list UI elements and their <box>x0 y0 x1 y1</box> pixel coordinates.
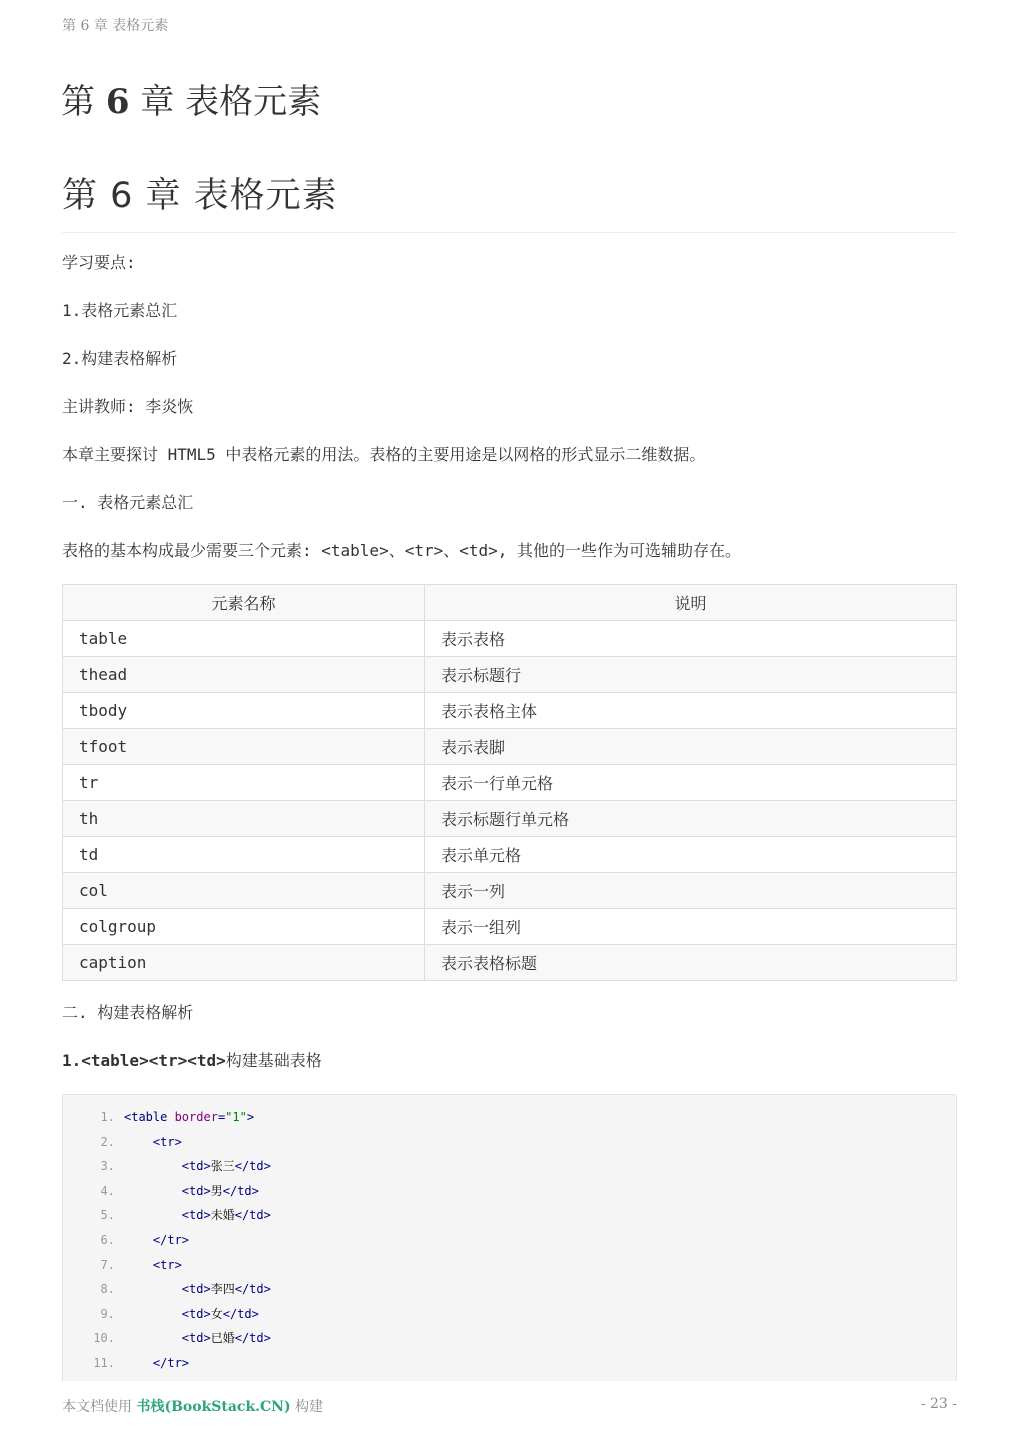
code-source <box>124 1135 182 1149</box>
footer-credit <box>62 1396 323 1416</box>
code-source <box>124 1331 271 1345</box>
part1-description: 表格的基本构成最少需要三个元素: <table>、<tr>、<td>, 其他的一些作为可选辅助存在。 <box>62 541 742 560</box>
table-row <box>63 909 957 945</box>
footer-brand-link[interactable]: 书栈(BookStack.CN) <box>136 1399 291 1415</box>
code-token-indent <box>124 1356 153 1370</box>
code-token-text: 女 <box>210 1306 223 1321</box>
line-number: 5. <box>100 1208 115 1223</box>
code-token-indent <box>124 1208 182 1222</box>
code-token-pre: </tr> <box>152 1356 190 1370</box>
code-token-text: 张三 <box>210 1159 235 1174</box>
table-row <box>63 657 957 693</box>
code-source <box>124 1282 271 1296</box>
table-row <box>63 873 957 909</box>
element-desc: 表示表脚 <box>425 729 957 765</box>
code-token-text: 未婚 <box>210 1208 235 1223</box>
code-source <box>124 1307 259 1321</box>
line-number: 1. <box>100 1110 115 1124</box>
chapter-title-number: 6 <box>105 82 130 122</box>
study-point-2: 2.构建表格解析 <box>62 349 178 368</box>
code-token-attr: border <box>174 1110 218 1124</box>
code-source <box>124 1159 271 1173</box>
element-name: table <box>63 621 425 657</box>
table-row <box>63 729 957 765</box>
code-source <box>124 1208 271 1222</box>
element-desc: 表示单元格 <box>425 837 957 873</box>
code-token-close: </td> <box>234 1159 271 1174</box>
study-points-label: 学习要点: <box>62 253 136 272</box>
code-line <box>63 1179 259 1203</box>
code-token-pre: <td> <box>181 1159 211 1174</box>
code-token-text: 男 <box>210 1183 223 1198</box>
table-header-name: 元素名称 <box>63 585 425 621</box>
code-token-close: </td> <box>234 1282 271 1297</box>
code-token-close: </td> <box>234 1208 271 1223</box>
code-source <box>124 1110 254 1124</box>
chapter-intro: 本章主要探讨 HTML5 中表格元素的用法。表格的主要用途是以网格的形式显示二维数据。 <box>62 445 706 464</box>
code-token-eq: = <box>217 1110 226 1124</box>
code-token-close: </td> <box>222 1183 259 1198</box>
table-row <box>63 693 957 729</box>
part2-title: 二. 构建表格解析 <box>62 1003 194 1022</box>
code-token-str: "1" <box>225 1110 247 1124</box>
element-name: caption <box>63 945 425 981</box>
code-token-pre: <td> <box>181 1183 211 1198</box>
subsection-1-text: 构建基础表格 <box>225 1051 322 1070</box>
code-line <box>63 1302 259 1326</box>
code-source <box>124 1356 189 1370</box>
elements-table <box>62 584 957 981</box>
code-token-pre: <td> <box>181 1208 211 1223</box>
code-line <box>63 1228 189 1252</box>
table-header-row <box>63 585 957 621</box>
element-name: tbody <box>63 693 425 729</box>
element-desc: 表示一行单元格 <box>425 765 957 801</box>
code-token-indent <box>124 1282 182 1296</box>
element-desc: 表示表格主体 <box>425 693 957 729</box>
code-token-indent <box>124 1258 153 1272</box>
code-token-pre: <td> <box>181 1282 211 1297</box>
element-desc: 表示表格 <box>425 621 957 657</box>
element-desc: 表示表格标题 <box>425 945 957 981</box>
line-number: 3. <box>100 1159 115 1174</box>
line-number: 9. <box>100 1306 115 1321</box>
element-desc: 表示一列 <box>425 873 957 909</box>
element-name: colgroup <box>63 909 425 945</box>
element-name: td <box>63 837 425 873</box>
table-row <box>63 837 957 873</box>
footer-suffix: 构建 <box>290 1399 324 1415</box>
element-name: thead <box>63 657 425 693</box>
code-token-close: </td> <box>234 1331 271 1346</box>
table-header-desc: 说明 <box>425 585 957 621</box>
table-row <box>63 945 957 981</box>
chapter-title <box>61 74 321 123</box>
code-source <box>124 1258 182 1272</box>
line-number: 2. <box>100 1134 115 1149</box>
code-line <box>63 1253 182 1277</box>
code-line <box>63 1105 254 1129</box>
line-number: 11. <box>93 1356 115 1370</box>
code-token-indent <box>124 1307 182 1321</box>
table-row <box>63 621 957 657</box>
line-number: 4. <box>100 1183 115 1198</box>
chapter-title-prefix: 第 <box>61 82 106 122</box>
section-heading: 第 6 章 表格元素 <box>62 168 956 233</box>
code-token-indent <box>124 1159 182 1173</box>
code-token-indent <box>124 1233 153 1247</box>
code-block <box>62 1094 957 1381</box>
code-token-pre: <table <box>124 1110 175 1124</box>
code-token-text: 已婚 <box>210 1331 235 1346</box>
code-token-post: > <box>246 1110 255 1124</box>
line-number: 7. <box>100 1257 115 1272</box>
code-line <box>63 1130 182 1154</box>
code-line <box>63 1154 271 1178</box>
part1-title: 一. 表格元素总汇 <box>62 493 194 512</box>
subsection-1-title <box>62 1048 322 1071</box>
code-token-indent <box>124 1184 182 1198</box>
element-desc: 表示一组列 <box>425 909 957 945</box>
page-number: - 23 - <box>920 1396 957 1412</box>
running-header: 第 6 章 表格元素 <box>62 18 169 34</box>
line-number: 8. <box>100 1282 115 1297</box>
code-token-pre: <tr> <box>152 1257 182 1272</box>
element-name: tfoot <box>63 729 425 765</box>
code-line <box>63 1351 189 1375</box>
code-token-pre: </tr> <box>152 1233 190 1247</box>
study-point-1: 1.表格元素总汇 <box>62 301 178 320</box>
chapter-title-suffix: 章 表格元素 <box>129 82 322 122</box>
code-token-pre: <td> <box>181 1331 211 1346</box>
element-desc: 表示标题行 <box>425 657 957 693</box>
code-token-pre: <td> <box>181 1306 211 1321</box>
element-name: tr <box>63 765 425 801</box>
subsection-1-code: 1.<table><tr><td> <box>62 1051 226 1070</box>
code-token-indent <box>124 1331 182 1345</box>
code-source <box>124 1233 189 1247</box>
table-row <box>63 801 957 837</box>
code-source <box>124 1184 259 1198</box>
element-name: th <box>63 801 425 837</box>
code-line <box>63 1326 271 1350</box>
code-line <box>63 1277 271 1301</box>
footer-prefix: 本文档使用 <box>62 1399 137 1415</box>
code-line <box>63 1203 271 1227</box>
table-row <box>63 765 957 801</box>
element-desc: 表示标题行单元格 <box>425 801 957 837</box>
teacher-line: 主讲教师: 李炎恢 <box>62 397 194 416</box>
element-name: col <box>63 873 425 909</box>
code-token-indent <box>124 1135 153 1149</box>
code-token-pre: <tr> <box>152 1134 182 1149</box>
code-token-close: </td> <box>222 1306 259 1321</box>
line-number: 6. <box>100 1233 115 1247</box>
line-number: 10. <box>93 1331 115 1346</box>
code-token-text: 李四 <box>210 1282 235 1297</box>
